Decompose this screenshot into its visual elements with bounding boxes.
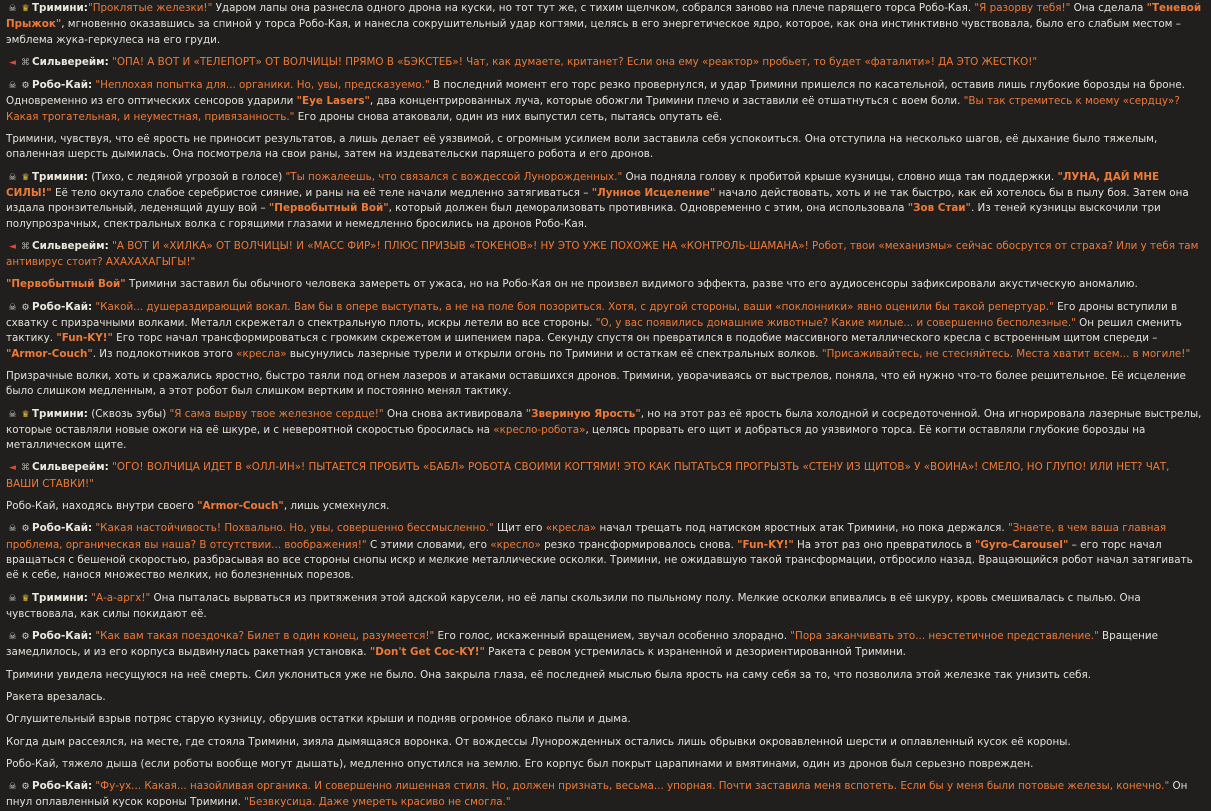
speaker-name: Робо-Кай: [32, 79, 93, 92]
narration-text: Она подняла голову к пробитой крыше кузницы, словно ища там поддержки. [622, 170, 1058, 183]
speaker-name: Сильверейм: [32, 461, 109, 474]
ability-name: "Зов Стаи" [907, 202, 971, 215]
quote-text: "Вы так стремитесь к моему «сердцу»? Какая трогательная, и неуместная, привязанность." [6, 95, 1180, 123]
msg-trimini [6, 407, 1205, 454]
crown-icon: ♛ [21, 593, 30, 604]
quote-text: «кресла» [236, 347, 287, 360]
quote-text: "Я разорву тебя!" [974, 2, 1071, 14]
narration-text: Оглушительный взрыв потряс старую кузницу, обрушив остатки крыши и подняв огромное облако пыли и дыма. [6, 713, 631, 726]
msg-silverwim [6, 239, 1205, 271]
quote-text: «кресла» [545, 522, 597, 535]
speaker-name: Тримини: [32, 407, 88, 420]
narration-text: – его торс начал вращаться с бешеной скоростью, разбрасывая во все стороны снопы искр и мелкие металлические осколки. Тримини, не ожидавшую такой трансформации, отбросило назад. Вращающийся робот начал затягивать её к себе, нанося множество мелких, но болезненных порезов. [6, 538, 1193, 582]
megaphone-icon: ◄ [9, 463, 16, 474]
speaker-name: Сильверейм: [32, 239, 109, 252]
msg-robokai [6, 779, 1205, 811]
narration-text: На этот раз оно превратилось в [793, 538, 975, 551]
narration-text: Тримини увидела несущуюся на неё смерть. Сил уклониться уже не было. Она закрыла глаза, её последней мыслью была ярость на саму себя за то, что позволила этой железке так унизить себя. [6, 668, 1092, 681]
narration-text: Он решил сменить тактику. [6, 317, 1182, 345]
narration-text: Ударом лапы она разнесла одного дрона на куски, но тот тут же, с тихим щелчком, собрался заново на плече парящего торса Робо-Кая. [212, 2, 975, 14]
skull-icon: ☠ [8, 4, 17, 14]
skull-icon: ☠ [8, 172, 17, 183]
narration-text: Ракета с ревом устремилась к израненной и дезориентированной Тримини. [484, 646, 906, 659]
narration-text: Призрачные волки, хоть и сражались яростно, быстро таяли под огнем лазеров и атаками оставшихся дронов. Тримини, уворачиваясь от выстрелов, поняла, что ей нужно что-то более решительное. Её исцеление было слишком медленным, а этот робот был слишком вертким и постоянно менял тактику. [6, 369, 1186, 398]
narration-text: начало действовать, хоть и не так быстро, как ей хотелось бы в пылу боя. Затем она издала пронзительный, леденящий душу вой – [6, 186, 1189, 215]
gear-icon: ⚙ [21, 782, 30, 793]
quote-text: "Фу-ух... Какая... назойливая органика. И совершенно лишенная стиля. Но, должен признать, весьма... упорная. Почти заставила меня вспотеть. Если бы у меня были потовые железы, конечно." [92, 780, 1170, 793]
narration-text: , лишь усмехнулся. [283, 500, 390, 513]
quote-text: "А-а-аргх!" [87, 591, 151, 604]
narration [6, 277, 1205, 292]
narration-text: , но на этот раз её ярость была холодной и сосредоточенной. Она игнорировала лазерные выстрелы, которые оставляли новые ожоги на её шкуре, и с невероятной скоростью бросилась на [6, 407, 1202, 436]
chat-log [6, 1, 1205, 811]
narration-text: Он пнул оплавленный кусок короны Тримини. [6, 780, 1188, 809]
msg-trimini [6, 1, 1205, 48]
quote-text: "Неплохая попытка для... органики. Но, увы, предсказуемо." [92, 79, 430, 92]
quote-text: «кресло-робота» [493, 423, 586, 436]
quote-text: "О, у вас появились домашние животные? Какие милые... и совершенно бесполезные." [595, 317, 1076, 330]
msg-silverwim [6, 460, 1205, 492]
msg-trimini [6, 170, 1205, 232]
narration-text: С этими словами, его [366, 538, 491, 551]
speaker-name: Робо-Кай: [32, 300, 93, 313]
ability-name: "Armor-Couch" [197, 500, 284, 513]
msg-robokai [6, 521, 1205, 583]
quote-text: «кресло» [490, 538, 541, 551]
narration-text: Её тело окутало слабое серебристое сияние, и раны на её теле начали медленно затягиваться – [51, 186, 592, 199]
speaker-name: Тримини: [32, 170, 88, 183]
narration-text: (Тихо, с ледяной угрозой в голосе) [87, 170, 286, 183]
narration-text: Щит его [493, 522, 546, 535]
ability-name: "Gyro-Carousel" [975, 538, 1069, 551]
skull-icon: ☠ [8, 81, 17, 92]
narration-text: Когда дым рассеялся, на месте, где стояла Тримини, зияла дымящаяся воронка. От вождессы Лунорожденных остались лишь обрывки окровавленной шерсти и оплавленный кусок её короны. [6, 735, 1071, 748]
narration-text: Ракета врезалась. [6, 690, 106, 703]
quote-text: "Ты пожалеешь, что связался с вождессой Лунорожденных." [285, 170, 623, 183]
ability-name: "Fun-KY!" [737, 538, 794, 551]
skull-icon: ☠ [8, 782, 17, 793]
gamepad-icon: ⌘ [21, 241, 30, 252]
crown-icon: ♛ [21, 4, 30, 14]
narration [6, 735, 1205, 750]
narration-text: Она снова активировала [383, 407, 526, 420]
gamepad-icon: ⌘ [21, 57, 30, 68]
speaker-name: Робо-Кай: [32, 522, 93, 535]
speaker-name: Робо-Кай: [32, 780, 93, 793]
crown-icon: ♛ [21, 172, 30, 183]
megaphone-icon: ◄ [9, 57, 16, 68]
quote-text: "Я сама вырву твое железное сердце!" [169, 407, 384, 420]
msg-silverwim [6, 55, 1205, 71]
narration-text: , мгновенно оказавшись за спиной у торса Робо-Кая, и нанесла сокрушительный удар когтями, целясь в его энергетическое ядро, которое, как она инстинктивно чувствовала, было его слабым местом – эмблема жука-геркулеса на его груди. [6, 18, 1181, 46]
ability-name: "Don't Get Coc-KY!" [369, 646, 485, 659]
msg-trimini [6, 591, 1205, 623]
gear-icon: ⚙ [21, 524, 30, 535]
quote-text: "А ВОТ И «ХИЛКА» ОТ ВОЛЧИЦЫ! И «МАСС ФИР»! ПЛЮС ПРИЗЫВ «ТОКЕНОВ»! НУ ЭТО УЖЕ ПОХОЖЕ НА «КОНТРОЛЬ-ШАМАНА»! Робот, твои «механизмы» сейчас обосрутся от страха? Или у тебя там антивирус стоит? АХАХАХАГЫГЫ!" [6, 239, 1199, 269]
narration-text: Его дроны вступили в схватку с призрачными волками. Металл скрежетал о спектральную плоть, искры летели во все стороны. [6, 300, 1178, 330]
narration-text: Робо-Кай, находясь внутри своего [6, 500, 198, 513]
speaker-name: Робо-Кай: [32, 630, 93, 643]
quote-text: "Безвкусица. Даже умереть красиво не смогла." [244, 796, 511, 809]
gear-icon: ⚙ [21, 81, 30, 92]
narration-text: . Из подлокотников этого [92, 347, 237, 360]
narration [6, 369, 1205, 400]
quote-text: "Проклятые железки!" [87, 2, 213, 14]
narration-text: высунулись лазерные турели и открыли огонь по Тримини и остаткам её спектральных волков. [286, 347, 822, 360]
ability-name: "Лунное Исцеление" [591, 186, 716, 199]
narration [6, 690, 1205, 705]
ability-name: "ЛУНА, ДАЙ МНЕ СИЛЫ!" [6, 170, 1160, 199]
gamepad-icon: ⌘ [21, 463, 30, 474]
ability-name: "Теневой Прыжок" [6, 2, 1202, 31]
crown-icon: ♛ [21, 409, 30, 420]
narration-text: . Из теней кузницы выскочили три полупрозрачных, спектральных волка с горящими глазами и немедленно бросились на дронов Робо-Кая. [6, 202, 1161, 230]
narration-text: , два концентрированных луча, которые обожгли Тримини плечо и заставили её отшатнуться с воем боли. [369, 95, 964, 108]
quote-text: "ОПА! А ВОТ И «ТЕЛЕПОРТ» ОТ ВОЛЧИЦЫ! ПРЯМО В «БЭКСТЕБ»! Чат, как думаете, кританет? Если она ему «реактор» пробьет, то будет «фаталити»! ДА ЭТО ЖЕСТКО!" [108, 55, 1038, 68]
narration [6, 132, 1205, 163]
narration-text: , целясь прорвать его щит и добраться до уязвимого торса. Её когти оставляли глубокие борозды на металлическом щите. [6, 423, 1146, 452]
narration-text: (Сквозь зубы) [87, 407, 170, 420]
narration-text: начал трещать под натиском яростных атак Тримини, но пока держался. [596, 522, 1008, 535]
gear-icon: ⚙ [21, 632, 30, 643]
msg-robokai [6, 629, 1205, 661]
ability-name: "Armor-Couch" [6, 347, 93, 360]
quote-text: "Как вам такая поездочка? Билет в один конец, разумеется!" [92, 630, 435, 643]
narration-text: Тримини, чувствуя, что её ярость не приносит результатов, а лишь делает её уязвимой, с огромным усилием воли заставила себя успокоиться. Она отступила на несколько шагов, её дыхание было тяжелым, опаленная шерсть дымилась. Она посмотрела на свои раны, затем на издевательски парящего робота и его дронов. [6, 133, 1158, 161]
skull-icon: ☠ [8, 409, 17, 420]
narration-text: Тримини заставил бы обычного человека замереть от ужаса, но на Робо-Кая он не произвел видимого эффекта, разве что его аудиосенсоры зафиксировали акустическую аномалию. [125, 278, 1138, 291]
msg-robokai [6, 300, 1205, 362]
narration-text: Робо-Кай, тяжело дыша (если роботы вообще могут дышать), медленно опустился на землю. Его корпус был покрыт царапинами и вмятинами, один из дронов был серьезно поврежден. [6, 757, 1034, 770]
narration [6, 712, 1205, 727]
narration [6, 757, 1205, 772]
narration-text: В последний момент его торс резко провернулся, и удар Тримини пришелся по касательной, оставив лишь глубокие борозды на броне. Одновременно из его оптических сенсоров ударили [6, 79, 1185, 108]
quote-text: "ОГО! ВОЛЧИЦА ИДЕТ В «ОЛЛ-ИН»! ПЫТАЕТСЯ ПРОБИТЬ «БАБЛ» РОБОТА СВОИМИ КОГТЯМИ! ЭТО КАК ПЫТАТЬСЯ ПРОГРЫЗТЬ «СТЕНУ ИЗ ЩИТОВ» У «ВОИНА»! СМЕЛО, НО ГЛУПО! ИЛИ НЕТ? ЧАТ, ВАШИ СТАВКИ!" [6, 461, 1170, 490]
narration-text: Его торс начал трансформироваться с громким скрежетом и шипением пара. Секунду спустя он превратился в подобие массивного металлического кресла с встроенным щитом спереди – [112, 332, 1158, 345]
speaker-name: Тримини: [32, 591, 88, 604]
quote-text: "Знаете, в чем ваша главная проблема, органическая вы наша? В отсутствии... воображения!" [6, 522, 1167, 551]
skull-icon: ☠ [8, 524, 17, 535]
speaker-name: Сильверейм: [32, 55, 109, 68]
gear-icon: ⚙ [21, 302, 30, 313]
megaphone-icon: ◄ [9, 241, 16, 252]
narration [6, 499, 1205, 514]
skull-icon: ☠ [8, 302, 17, 313]
quote-text: "Пора заканчивать это... неэстетичное представление." [790, 630, 1099, 643]
narration-text: Его дроны снова атаковали, один из них выпустил сеть, пытаясь опутать её. [294, 110, 723, 123]
ability-name: "Первобытный Вой" [6, 278, 126, 291]
narration-text: Она сделала [1070, 2, 1147, 14]
speaker-name: Тримини: [32, 2, 88, 14]
skull-icon: ☠ [8, 593, 17, 604]
narration-text: Она пыталась вырваться из притяжения этой адской карусели, но её лапы скользили по пыльному полу. Мелкие осколки впивались в её шкуру, кровь смешивалась с пылью. Она чувствовала, как силы покидают её. [6, 591, 1141, 620]
narration-text: резко трансформировалось снова. [540, 538, 738, 551]
ability-name: "Eye Lasers" [296, 95, 370, 108]
quote-text: "Какой... душераздирающий вокал. Вам бы в опере выступать, а не на поле боя позориться. Хотя, с другой стороны, ваши «поклонники» явно оценили бы такой репертуар." [92, 300, 1054, 313]
msg-robokai [6, 78, 1205, 125]
skull-icon: ☠ [8, 632, 17, 643]
ability-name: "Fun-KY!" [56, 332, 113, 345]
ability-name: "Первобытный Вой" [268, 202, 389, 215]
quote-text: "Присаживайтесь, не стесняйтесь. Места хватит всем... в могиле!" [821, 347, 1191, 360]
ability-name: "Звериную Ярость" [525, 407, 641, 420]
narration-text: Вращение замедлилось, и из его корпуса выдвинулась ракетная установка. [6, 630, 1158, 659]
narration-text: Его голос, искаженный вращением, звучал особенно злорадно. [434, 630, 791, 643]
narration-text: , который должен был деморализовать противника. Одновременно с этим, она использовала [388, 202, 908, 215]
quote-text: "Какая настойчивость! Похвально. Но, увы, совершенно бессмысленно." [92, 522, 494, 535]
narration [6, 668, 1205, 683]
